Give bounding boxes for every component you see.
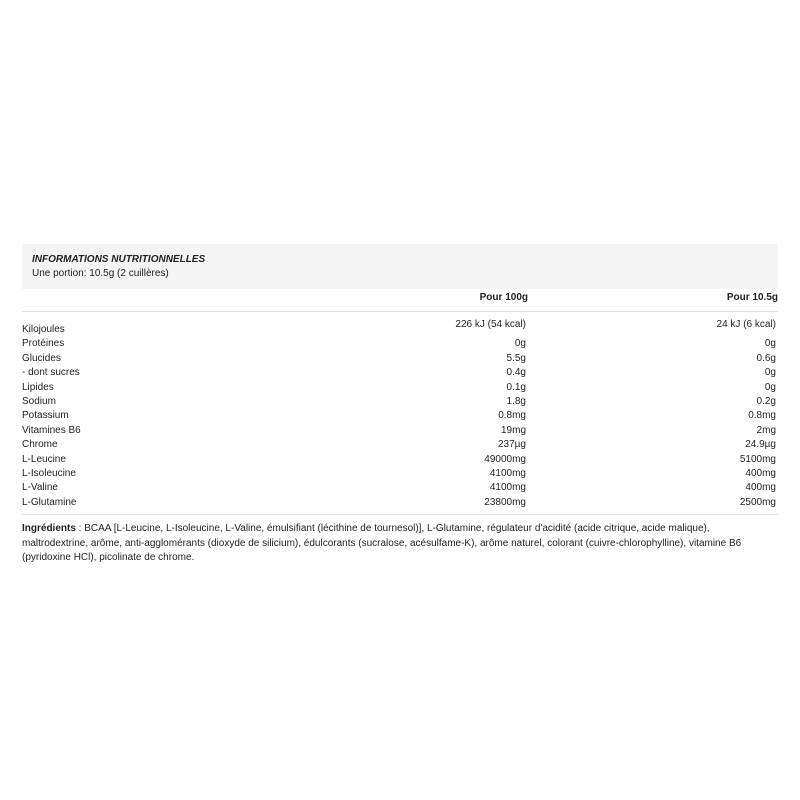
- value-per-100g: 0.1g: [506, 381, 526, 393]
- table-row: [22, 381, 778, 395]
- table-body: [22, 312, 778, 515]
- nutrient-name: - dont sucres: [22, 367, 80, 379]
- nutrition-panel: [22, 244, 778, 566]
- header-per-100g: Pour 100g: [322, 289, 528, 312]
- panel-title: INFORMATIONS NUTRITIONNELLES: [32, 254, 206, 265]
- nutrient-name: L-Valine: [22, 482, 58, 494]
- value-per-100g: 4100mg: [489, 482, 526, 494]
- table-header-row: [22, 289, 778, 312]
- header-per-portion: Pour 10.5g: [528, 289, 778, 312]
- nutrient-name: Protéines: [22, 338, 65, 350]
- table-row: [22, 352, 778, 366]
- value-per-portion: 0.8mg: [748, 410, 776, 422]
- nutrient-name: Chrome: [22, 439, 58, 451]
- value-per-portion: 0.6g: [756, 352, 776, 364]
- value-per-100g: 19mg: [500, 424, 526, 436]
- value-per-portion: 24.9µg: [745, 439, 776, 451]
- value-per-100g: 237µg: [497, 439, 526, 451]
- value-per-portion: 0g: [764, 367, 776, 379]
- value-per-100g: 0.4g: [506, 367, 526, 379]
- nutrient-name: L-Glutamine: [22, 496, 322, 515]
- value-per-portion: 24 kJ (6 kcal): [716, 319, 776, 330]
- nutrient-name: Lipides: [22, 381, 54, 393]
- panel-header: [22, 244, 778, 289]
- nutrition-table: [22, 289, 778, 515]
- value-per-100g: 0g: [514, 338, 526, 350]
- value-per-100g: 23800mg: [322, 496, 528, 515]
- value-per-portion: 400mg: [745, 482, 776, 494]
- table-row: [22, 467, 778, 481]
- nutrient-name: Potassium: [22, 410, 69, 422]
- value-per-100g: 0.8mg: [498, 410, 526, 422]
- table-row: [22, 409, 778, 423]
- value-per-portion: 2mg: [756, 424, 776, 436]
- table-row: [22, 337, 778, 351]
- value-per-portion: 0.2g: [756, 396, 776, 408]
- value-per-100g: 1.8g: [506, 396, 526, 408]
- ingredients-text: [22, 522, 762, 566]
- value-per-portion: 2500mg: [528, 496, 778, 515]
- nutrient-name: Sodium: [22, 396, 56, 408]
- serving-size: Une portion: 10.5g (2 cuillères): [32, 268, 169, 279]
- nutrient-name: Glucides: [22, 352, 61, 364]
- ingredients-list: : BCAA [L-Leucine, L-Isoleucine, L-Valine, émulsifiant (lécithine de tournesol)], L-Glutamine, régulateur d'acidité (acide citrique, acide malique), maltrodextrine, arôme, anti-agglomérants (dioxyde de silicium), édulcorants (sucralose, acésulfame-K), arôme naturel, colorant (cuivre-chlorophylline), vitamine B6 (pyridoxine HCl), picolinate de chrome.: [22, 523, 742, 564]
- value-per-100g: 4100mg: [489, 468, 526, 480]
- table-row: [22, 366, 778, 380]
- value-per-100g: 226 kJ (54 kcal): [455, 319, 526, 330]
- table-row: [22, 312, 778, 338]
- table-row: [22, 395, 778, 409]
- value-per-portion: 5100mg: [739, 453, 776, 465]
- table-row: [22, 424, 778, 438]
- nutrient-name: Kilojoules: [22, 324, 65, 335]
- ingredients-label: Ingrédients: [22, 523, 76, 535]
- table-row: [22, 496, 778, 515]
- value-per-portion: 0g: [764, 338, 776, 350]
- table-row: [22, 481, 778, 495]
- value-per-portion: 0g: [764, 381, 776, 393]
- table-row: [22, 453, 778, 467]
- header-nutrient: [22, 289, 322, 312]
- nutrient-name: Vitamines B6: [22, 424, 81, 436]
- value-per-100g: 5.5g: [506, 352, 526, 364]
- nutrient-name: L-Isoleucine: [22, 468, 76, 480]
- nutrient-name: L-Leucine: [22, 453, 66, 465]
- table-row: [22, 438, 778, 452]
- value-per-portion: 400mg: [745, 468, 776, 480]
- value-per-100g: 49000mg: [484, 453, 526, 465]
